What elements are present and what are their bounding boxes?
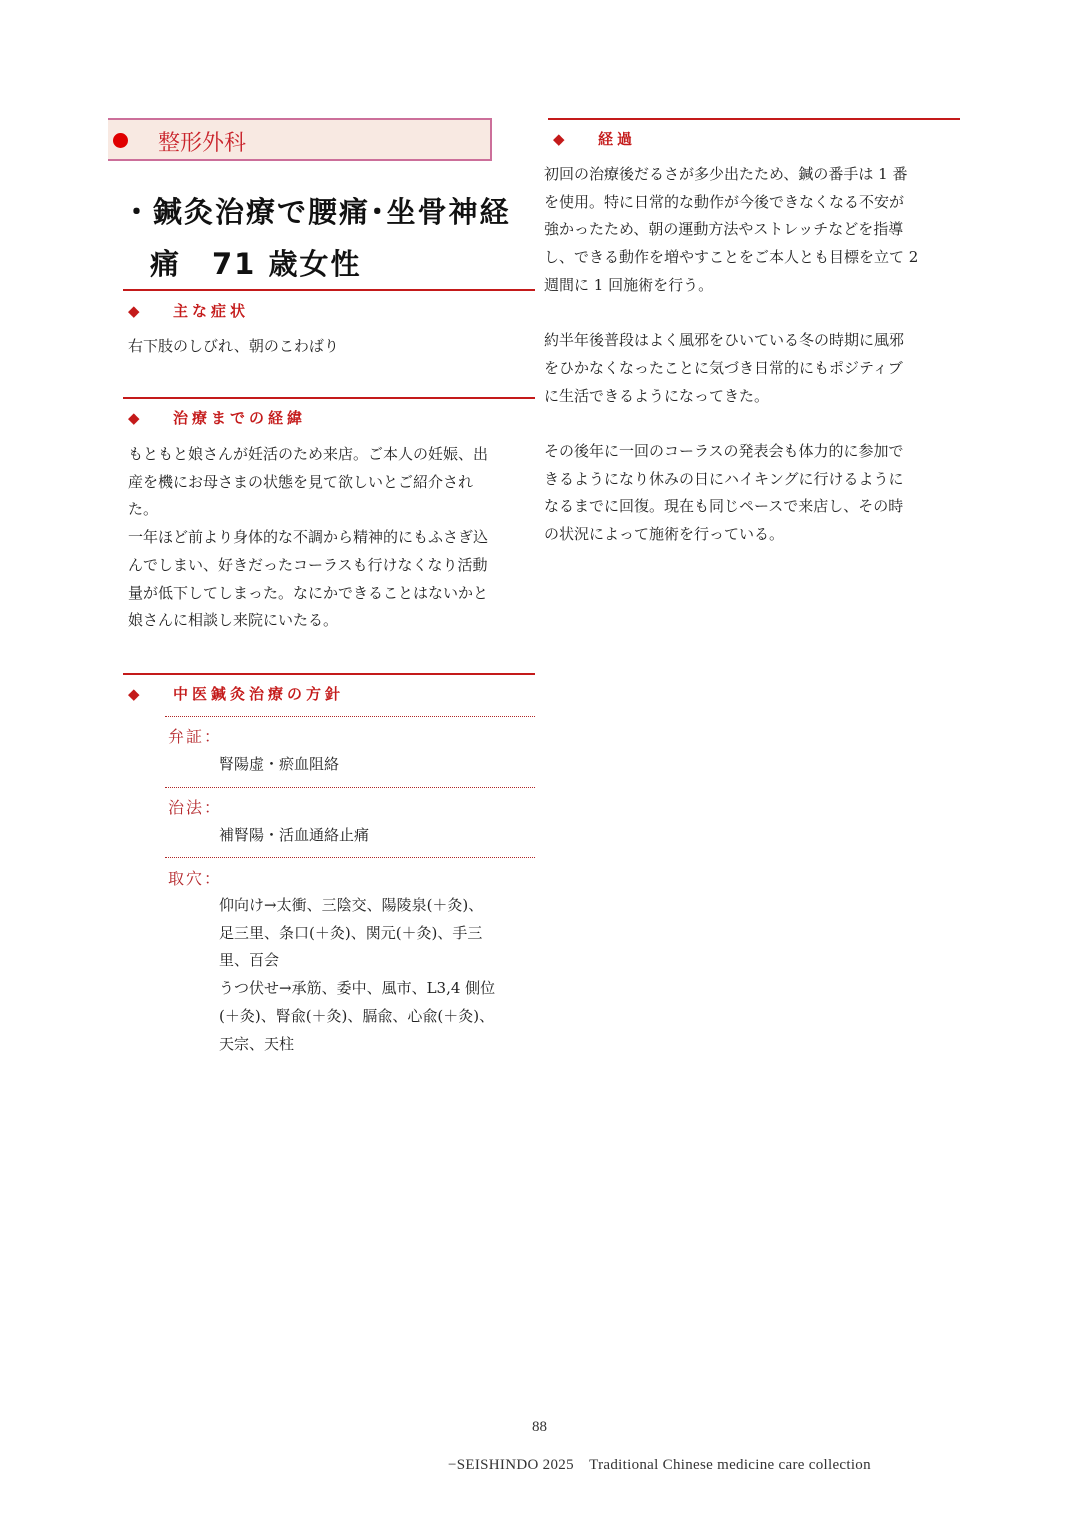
footer-credit: −SEISHINDO 2025 Traditional Chinese medicine care collection — [448, 1457, 871, 1473]
text-line: を使用。特に日常的な動作が今後できなくなる不安が — [544, 192, 905, 211]
heading-text: 主な症状 — [173, 302, 250, 320]
text-line: し、できる動作を増やすことをご本人とも目標を立て 2 — [544, 248, 919, 267]
method-label: 治法： — [168, 798, 223, 817]
article-title — [122, 186, 532, 290]
text-line: に生活できるようになってきた。 — [544, 386, 770, 405]
text-line: なるまでに回復。現在も同じペースで来店し、その時 — [544, 497, 904, 516]
section-divider — [123, 673, 535, 675]
diagnosis-value: 腎陽虚・瘀血阻絡 — [219, 755, 340, 773]
text-line: その後年に一回のコーラスの発表会も体力的に参加で — [544, 442, 904, 460]
dotted-divider — [165, 857, 535, 858]
text-line: きるようになり休みの日にハイキングに行けるように — [544, 469, 904, 488]
bullet-dot-icon — [113, 133, 128, 148]
text-line: 週間に 1 回施術を行う。 — [544, 275, 714, 294]
points-label: 取穴： — [168, 869, 223, 888]
section-heading-history — [128, 407, 306, 428]
text-line: 強かったため、朝の運動方法やストレッチなどを指導 — [544, 220, 904, 239]
category-label: 整形外科 — [158, 131, 247, 156]
heading-text: 中医鍼灸治療の方針 — [173, 685, 345, 703]
text-line: た。 — [128, 500, 159, 519]
section-heading-symptoms — [128, 300, 249, 321]
text-line: 娘さんに相談し来院にいたる。 — [128, 611, 339, 630]
text-line: もともと娘さんが妊活のため来店。ご本人の妊娠、出 — [128, 445, 489, 463]
title-line-2: 痛 71 歳女性 — [150, 247, 362, 281]
points-value — [219, 892, 534, 1058]
method-value: 補腎陽・活血通絡止痛 — [219, 826, 370, 844]
text-line — [544, 410, 964, 438]
text-line — [544, 300, 964, 328]
text-line: 天宗、天柱 — [219, 1034, 295, 1053]
progress-text — [544, 161, 964, 549]
history-text — [128, 441, 538, 635]
section-divider — [123, 397, 535, 399]
page-number: 88 — [532, 1419, 547, 1435]
text-line: うつ伏せ→承筋、委中、風市、L3,4 側位 — [219, 979, 496, 998]
text-line: 足三里、条口(＋灸)、関元(＋灸)、手三 — [219, 923, 483, 942]
heading-text: 治療までの経緯 — [173, 409, 307, 427]
text-line: んでしまい、好きだったコーラスも行けなくなり活動 — [128, 555, 488, 574]
symptoms-text: 右下肢のしびれ、朝のこわばり — [128, 337, 339, 355]
text-line: (＋灸)、腎兪(＋灸)、膈兪、心兪(＋灸)、 — [219, 1006, 495, 1025]
section-divider — [123, 289, 535, 291]
title-line-1: 鍼灸治療で腰痛･坐骨神経 — [153, 195, 511, 229]
section-heading-progress — [553, 128, 636, 149]
diamond-icon: ◆ — [128, 685, 140, 703]
section-heading-policy — [128, 683, 344, 704]
title-bullet: ・ — [122, 195, 154, 229]
heading-text: 経過 — [598, 130, 637, 148]
text-line: 初回の治療後だるさが多少出たため、鍼の番手は 1 番 — [544, 165, 908, 183]
diamond-icon: ◆ — [553, 130, 565, 148]
text-line: 産を機にお母さまの状態を見て欲しいとご紹介され — [128, 472, 474, 491]
diamond-icon: ◆ — [128, 409, 140, 427]
text-line: の状況によって施術を行っている。 — [544, 525, 785, 544]
text-line: 約半年後普段はよく風邪をひいている冬の時期に風邪 — [544, 331, 905, 350]
text-line: 量が低下してしまった。なにかできることはないかと — [128, 583, 489, 602]
diagnosis-label: 弁証： — [168, 727, 223, 746]
category-box — [108, 118, 492, 161]
diamond-icon: ◆ — [128, 302, 140, 320]
dotted-divider — [165, 787, 535, 788]
text-line: 里、百会 — [219, 951, 280, 970]
text-line: 一年ほど前より身体的な不調から精神的にもふさぎ込 — [128, 528, 489, 547]
dotted-divider — [165, 716, 535, 717]
section-divider — [548, 118, 960, 120]
text-line: 仰向け→太衝、三陰交、陽陵泉(＋灸)、 — [219, 896, 484, 914]
text-line: をひかなくなったことに気づき日常的にもポジティブ — [544, 358, 903, 377]
